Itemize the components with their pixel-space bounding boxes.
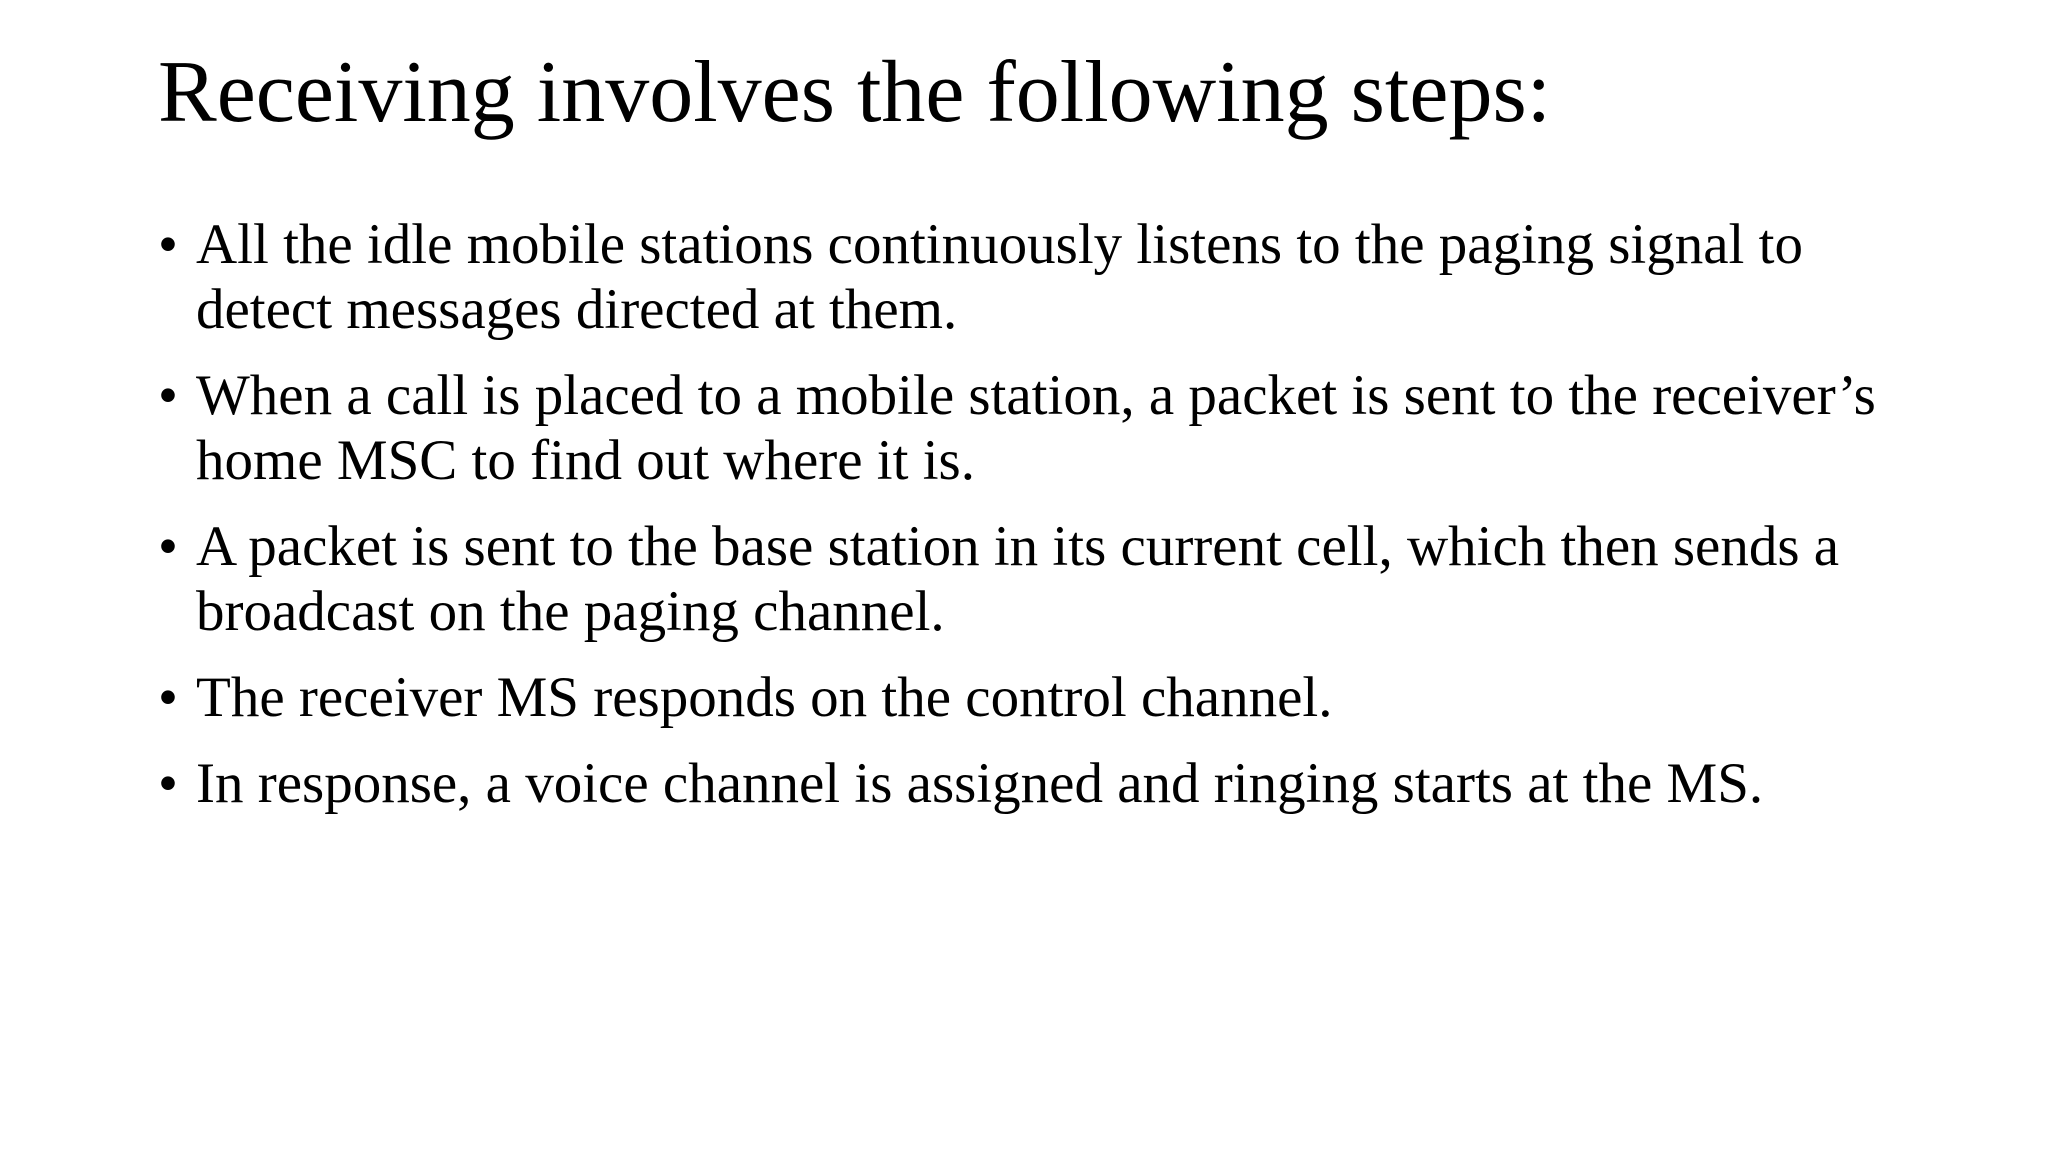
bullet-item bbox=[158, 212, 1918, 342]
bullet-list bbox=[158, 212, 1918, 837]
bullet-item bbox=[158, 751, 1918, 816]
bullet-icon: • bbox=[158, 515, 178, 578]
bullet-item bbox=[158, 363, 1918, 493]
bullet-item bbox=[158, 665, 1918, 730]
bullet-icon: • bbox=[158, 364, 178, 427]
bullet-text: The receiver MS responds on the control channel. bbox=[196, 666, 1333, 729]
bullet-text: When a call is placed to a mobile station, a packet is sent to the receiver’s home MSC to find out where it is. bbox=[196, 364, 1876, 492]
slide-title: Receiving involves the following steps: bbox=[158, 44, 1552, 141]
bullet-icon: • bbox=[158, 213, 178, 276]
bullet-icon: • bbox=[158, 752, 178, 815]
bullet-text: All the idle mobile stations continuously listens to the paging signal to detect messages directed at them. bbox=[196, 213, 1803, 341]
bullet-text: In response, a voice channel is assigned and ringing starts at the MS. bbox=[196, 752, 1764, 815]
bullet-item bbox=[158, 514, 1918, 644]
bullet-icon: • bbox=[158, 666, 178, 729]
bullet-text: A packet is sent to the base station in its current cell, which then sends a broadcast on the paging channel. bbox=[196, 515, 1840, 643]
